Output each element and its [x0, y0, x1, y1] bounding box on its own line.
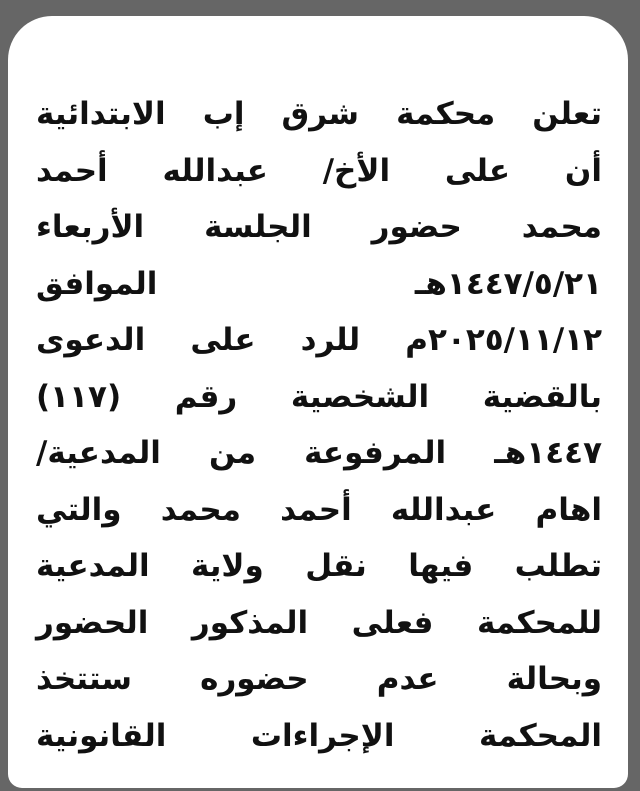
- notice-line: ١٤٤٧/٥/٢١هـ الموافق: [36, 265, 602, 302]
- notice-line: اهام عبدالله أحمد محمد والتي: [36, 491, 602, 528]
- notice-line: المحكمة الإجراءات القانونية: [36, 717, 602, 754]
- notice-line: أن على الأخ/ عبدالله أحمد: [36, 152, 602, 189]
- notice-line: تطلب فيها نقل ولاية المدعية: [36, 548, 602, 584]
- notice-line: محمد حضور الجلسة الأربعاء: [36, 209, 602, 245]
- notice-line: بالقضية الشخصية رقم (١١٧): [36, 378, 602, 415]
- notice-line: ٢٠٢٥/١١/١٢م للرد على الدعوى: [36, 322, 602, 358]
- notice-text: [36, 86, 602, 764]
- notice-panel: [8, 16, 628, 788]
- notice-line: ١٤٤٧هـ المرفوعة من المدعية/: [36, 435, 602, 471]
- notice-line: تعلن محكمة شرق إب الابتدائية: [36, 96, 602, 132]
- notice-line: للمحكمة فعلى المذكور الحضور: [36, 604, 602, 641]
- notice-line: وبحالة عدم حضوره ستتخذ: [36, 661, 602, 697]
